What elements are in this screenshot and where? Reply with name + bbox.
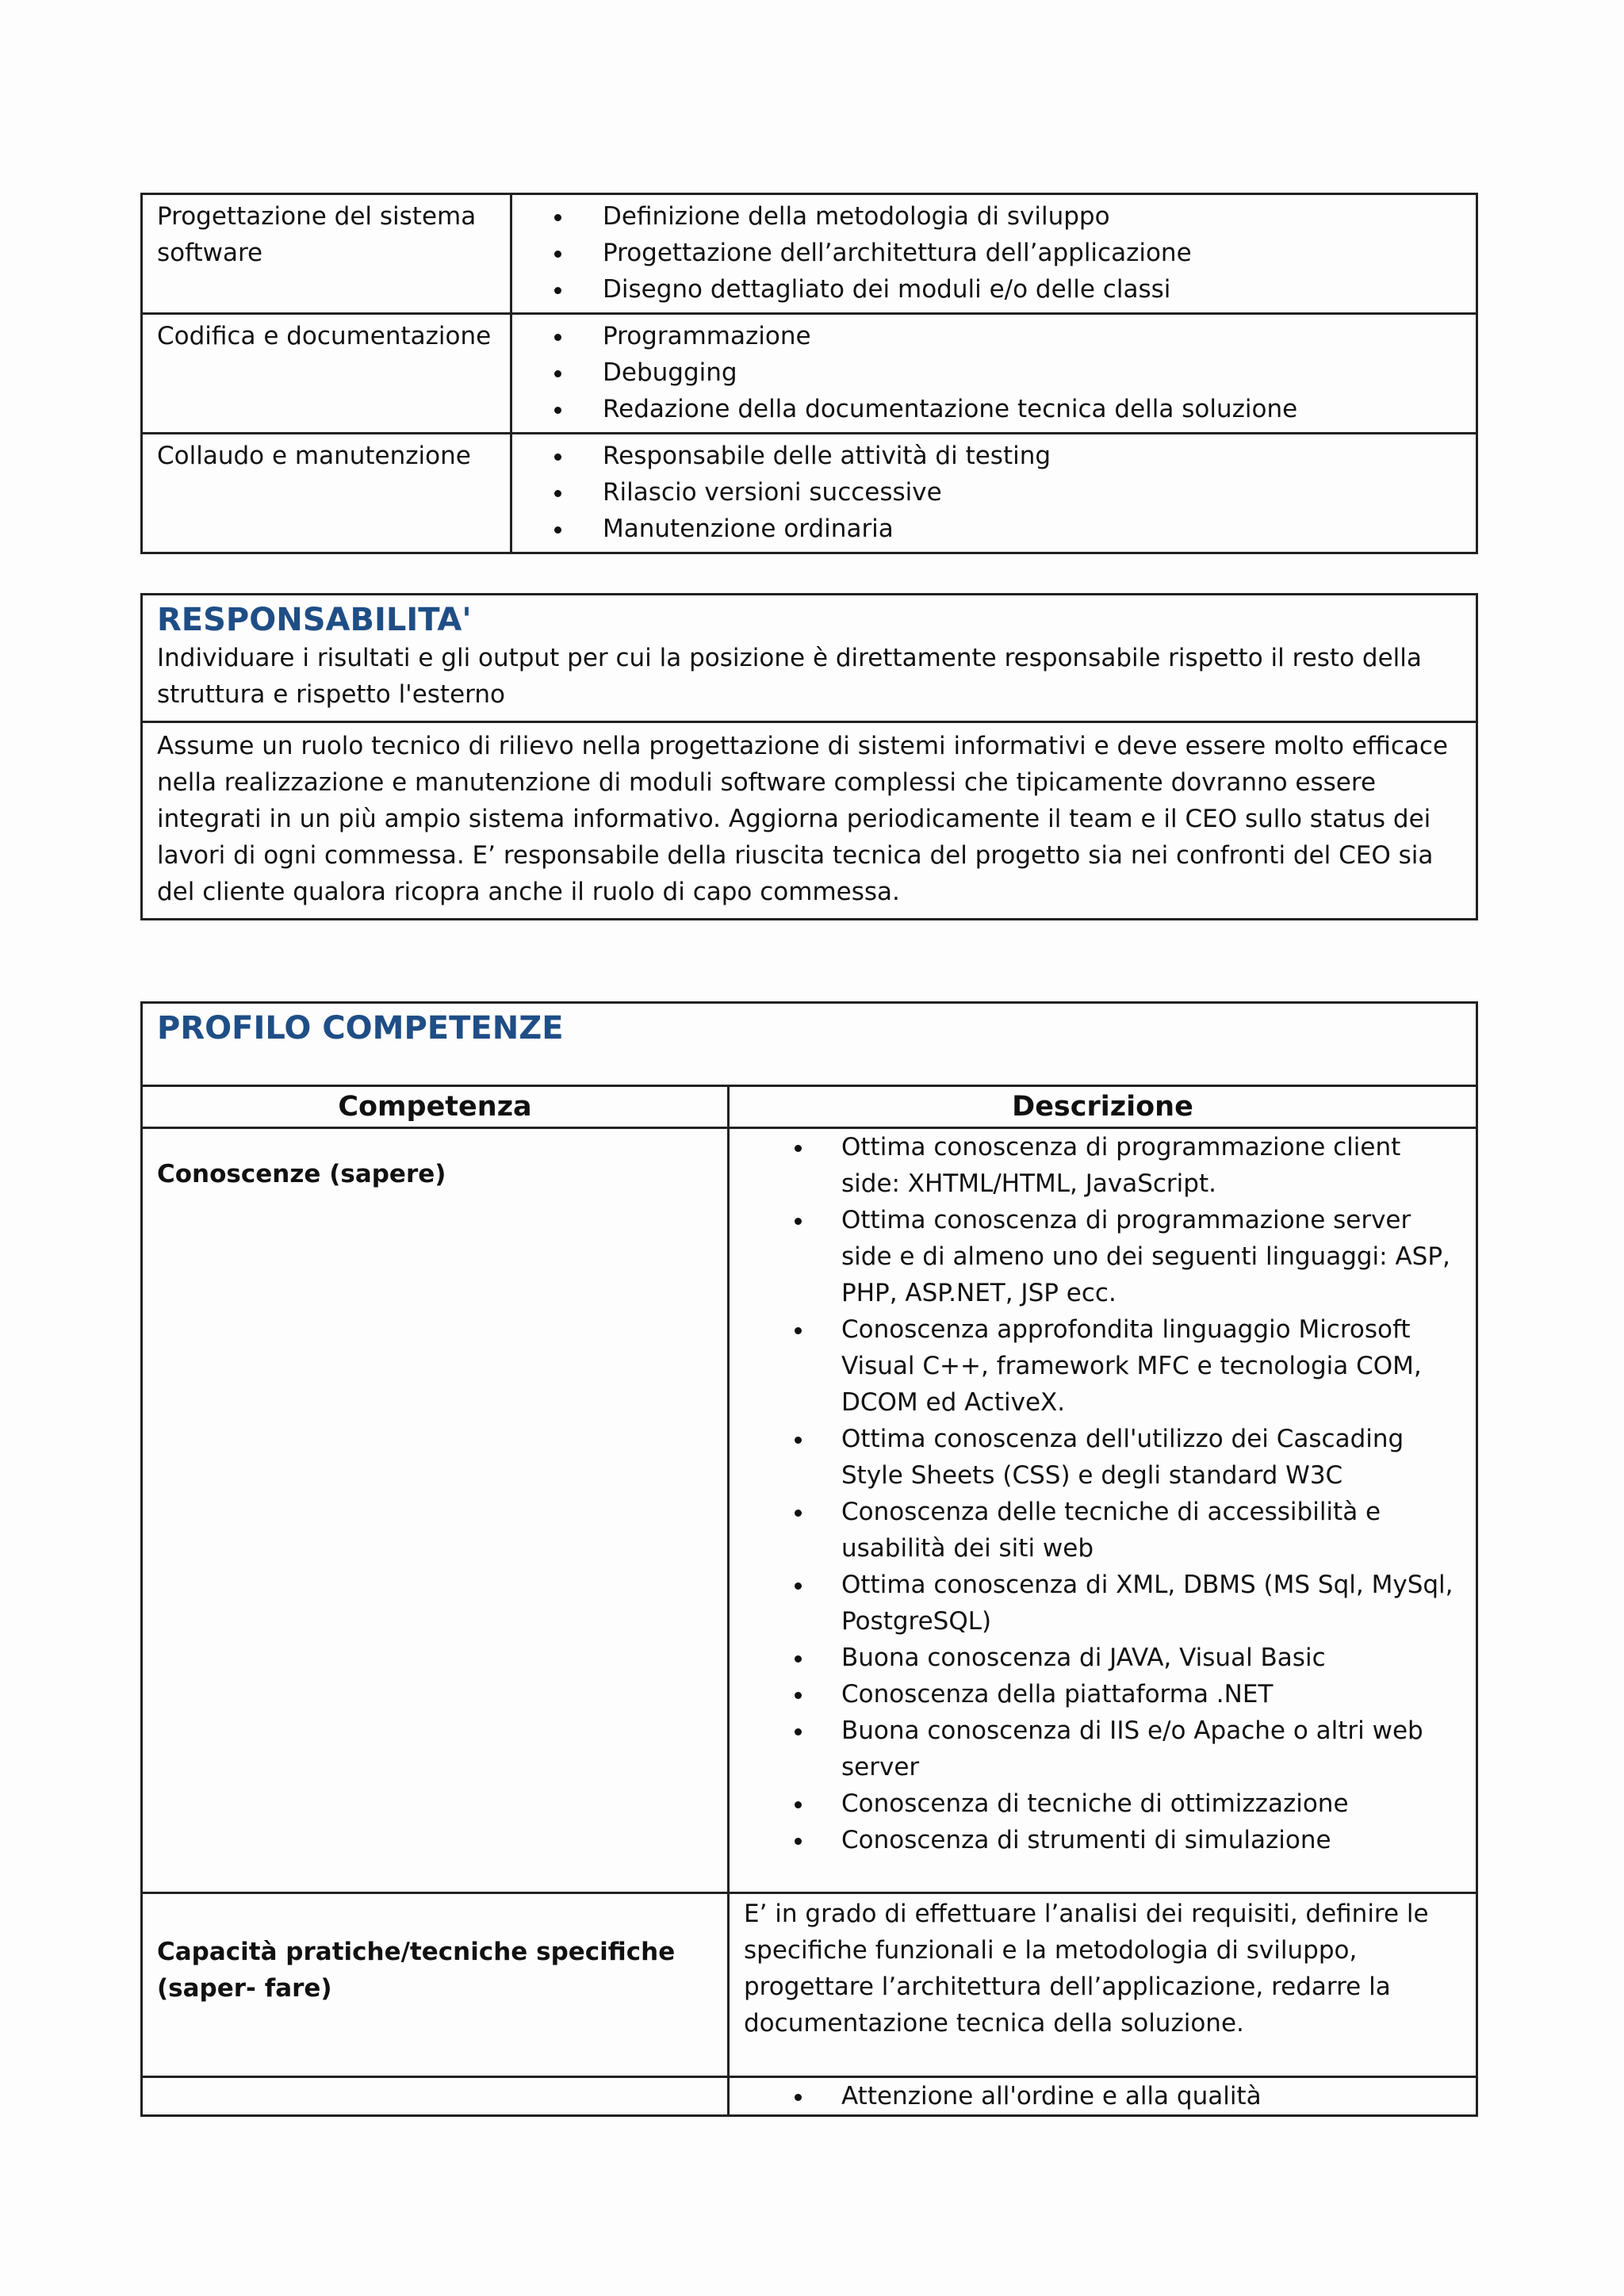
- competence-label: Capacità pratiche/tecniche specifiche: [157, 1938, 676, 1966]
- competence-title: PROFILO COMPETENZE: [157, 1010, 564, 1047]
- list-item: Conoscenza di tecniche di ottimizzazione: [730, 1785, 1463, 1822]
- attitude-list: [730, 2078, 1463, 2114]
- table-row: [142, 722, 1477, 920]
- competence-description-cell: [729, 2077, 1477, 2116]
- list-item: Progettazione dell’architettura dell’applicazione: [512, 235, 1468, 271]
- list-item: Disegno dettagliato dei moduli e/o delle classi: [512, 271, 1468, 308]
- tasks-cell: [511, 434, 1477, 553]
- knowledge-list: [730, 1129, 1463, 1858]
- responsibility-header-cell: [142, 595, 1477, 722]
- competence-description-cell: [729, 1128, 1477, 1893]
- competence-label-sub: (saper- fare): [157, 1974, 332, 2003]
- task-list: [512, 318, 1468, 427]
- list-item: Debugging: [512, 354, 1468, 391]
- phase-cell: Collaudo e manutenzione: [142, 434, 511, 553]
- list-item: Ottima conoscenza di programmazione client side: XHTML/HTML, JavaScript.: [730, 1129, 1463, 1202]
- activities-table: [140, 193, 1478, 554]
- responsibility-subtitle: Individuare i risultati e gli output per cui la posizione è direttamente responsabile rispetto il resto della struttura e rispetto l'esterno: [157, 644, 1422, 709]
- list-item: Definizione della metodologia di sviluppo: [512, 198, 1468, 235]
- list-item: Ottima conoscenza di programmazione server side e di almeno uno dei seguenti linguaggi: ASP, PHP, ASP.NET, JSP ecc.: [730, 1202, 1463, 1311]
- table-row: [142, 434, 1477, 553]
- table-row: [142, 194, 1477, 314]
- competence-title-cell: [142, 1003, 1477, 1086]
- competence-label: Conoscenze (sapere): [157, 1160, 446, 1188]
- list-item: Conoscenza di strumenti di simulazione: [730, 1822, 1463, 1858]
- responsibility-body: Assume un ruolo tecnico di rilievo nella progettazione di sistemi informativi e deve essere molto efficace nella realizzazione e manutenzione di moduli software complessi che tipicamente dovranno essere integrati in un più ampio sistema informativo. Aggiorna periodicamente il team e il CEO sullo status dei lavori di ogni commessa. E’ responsabile della riuscita tecnica del progetto sia nei confronti del CEO sia del cliente qualora ricopra anche il ruolo di capo commessa.: [142, 722, 1477, 920]
- table-row: [142, 314, 1477, 434]
- column-header-descrizione: Descrizione: [729, 1086, 1477, 1128]
- column-header-competenza: Competenza: [142, 1086, 729, 1128]
- table-row: [142, 1086, 1477, 1128]
- phase-cell: Progettazione del sistema software: [142, 194, 511, 314]
- tasks-cell: [511, 194, 1477, 314]
- competence-table: [140, 1001, 1478, 2117]
- list-item: Buona conoscenza di IIS e/o Apache o altri web server: [730, 1712, 1463, 1785]
- responsibility-table: [140, 593, 1478, 920]
- list-item: Programmazione: [512, 318, 1468, 354]
- responsibility-title: RESPONSABILITA': [157, 602, 472, 638]
- list-item: Rilascio versioni successive: [512, 474, 1468, 511]
- competence-label-cell: [142, 1128, 729, 1893]
- task-list: [512, 198, 1468, 308]
- tasks-cell: [511, 314, 1477, 434]
- table-row: [142, 595, 1477, 722]
- list-item: Attenzione all'ordine e alla qualità: [730, 2078, 1463, 2114]
- table-row: [142, 1893, 1477, 2077]
- list-item: Manutenzione ordinaria: [512, 511, 1468, 547]
- list-item: Redazione della documentazione tecnica della soluzione: [512, 391, 1468, 427]
- competence-label-cell: [142, 1893, 729, 2077]
- list-item: Ottima conoscenza dell'utilizzo dei Cascading Style Sheets (CSS) e degli standard W3C: [730, 1421, 1463, 1494]
- list-item: Buona conoscenza di JAVA, Visual Basic: [730, 1640, 1463, 1676]
- list-item: Ottima conoscenza di XML, DBMS (MS Sql, MySql, PostgreSQL): [730, 1567, 1463, 1640]
- task-list: [512, 438, 1468, 547]
- table-row: [142, 1128, 1477, 1893]
- list-item: Conoscenza delle tecniche di accessibilità e usabilità dei siti web: [730, 1494, 1463, 1567]
- competence-description-cell: E’ in grado di effettuare l’analisi dei requisiti, definire le specifiche funzionali e la metodologia di sviluppo, progettare l’architettura dell’applicazione, redarre la documentazione tecnica della soluzione.: [729, 1893, 1477, 2077]
- phase-cell: Codifica e documentazione: [142, 314, 511, 434]
- list-item: Responsabile delle attività di testing: [512, 438, 1468, 474]
- table-row: [142, 2077, 1477, 2116]
- competence-label-cell: [142, 2077, 729, 2116]
- list-item: Conoscenza della piattaforma .NET: [730, 1676, 1463, 1712]
- table-row: [142, 1003, 1477, 1086]
- list-item: Conoscenza approfondita linguaggio Microsoft Visual C++, framework MFC e tecnologia COM, DCOM ed ActiveX.: [730, 1311, 1463, 1421]
